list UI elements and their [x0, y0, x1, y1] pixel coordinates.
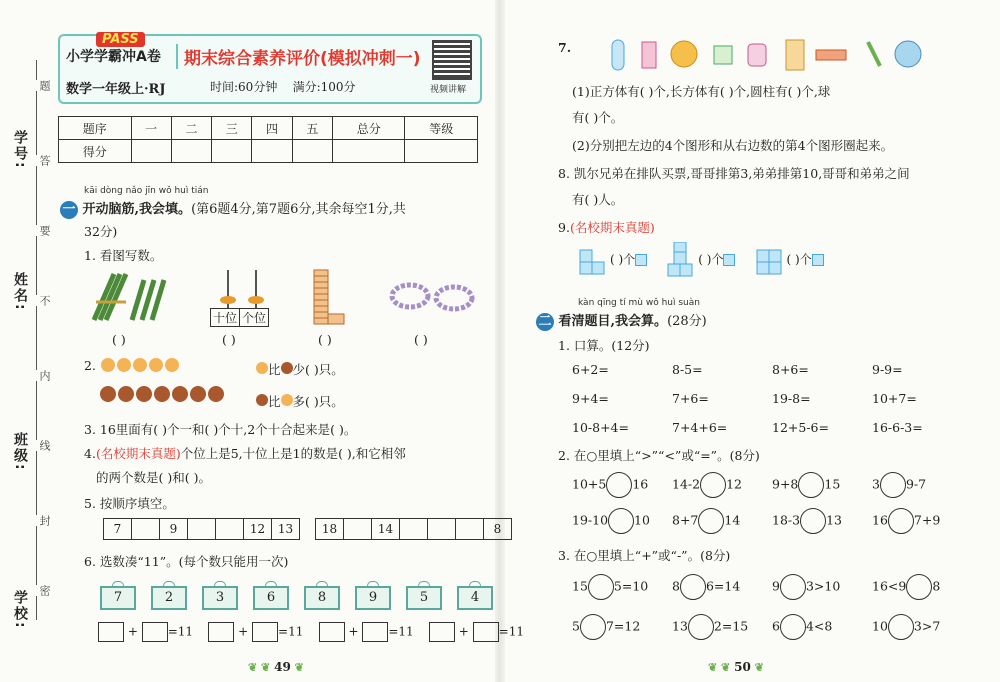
compare-text: 多( )只。 — [292, 394, 344, 409]
sequence-cell[interactable] — [455, 518, 484, 540]
addend-box[interactable] — [362, 622, 388, 642]
answer-circle[interactable] — [700, 472, 726, 498]
addend-box[interactable] — [208, 622, 234, 642]
seal-mark: 要 — [38, 225, 51, 236]
score-header: 五 — [292, 117, 332, 140]
number-card[interactable]: 4 — [457, 586, 493, 610]
q4-number: 4. — [84, 446, 96, 461]
abacus-labels — [210, 308, 269, 327]
math-item[interactable]: 10-8+4= — [572, 420, 629, 435]
answer-blank[interactable]: ( ) — [112, 332, 126, 347]
sign-item: 8 6=14 — [672, 574, 772, 600]
question-7-part-1-cont: 有( )个。 — [572, 110, 624, 125]
sprout-icon: ❦ — [750, 661, 764, 674]
answer-blank[interactable]: ( ) — [222, 332, 236, 347]
section-title: 开动脑筋,我会填。 — [82, 202, 192, 217]
exam-meta — [210, 78, 356, 95]
answer-circle[interactable] — [888, 614, 914, 640]
answer-circle[interactable] — [680, 574, 706, 600]
seal-line — [36, 60, 37, 620]
cube-count-blank[interactable]: ( )个 — [786, 252, 812, 267]
sum-equations — [98, 622, 524, 642]
score-cell[interactable] — [212, 140, 252, 163]
number-card[interactable]: 6 — [253, 586, 289, 610]
answer-circle[interactable] — [608, 508, 634, 534]
sequence-cell[interactable] — [427, 518, 456, 540]
math-item[interactable]: 10+7= — [872, 391, 917, 406]
stick-bundle-image — [88, 268, 170, 324]
addend-box[interactable] — [319, 622, 345, 642]
addend-box[interactable] — [252, 622, 278, 642]
cube-count-blank[interactable]: ( )个 — [610, 252, 636, 267]
page-fold — [495, 0, 505, 682]
compare-text: 少( )只。 — [292, 362, 344, 377]
sequence-cell[interactable] — [187, 518, 216, 540]
sequence-row-1 — [104, 518, 300, 540]
series-name: 小学学霸冲A卷 — [66, 49, 161, 65]
student-id-label: 学号: — [12, 130, 28, 170]
sum-result: =11 — [498, 624, 524, 639]
question-2-number: 2. — [84, 358, 96, 373]
sprout-icon: ❦ ❦ — [248, 661, 275, 674]
page-number: 50 — [734, 660, 751, 674]
score-cell[interactable] — [292, 140, 332, 163]
plus-sign: + — [458, 624, 469, 639]
question-7-part-1: (1)正方体有( )个,长方体有( )个,圆柱有( )个,球 — [572, 84, 831, 99]
answer-circle[interactable] — [698, 508, 724, 534]
answer-circle[interactable] — [800, 508, 826, 534]
compare-grid — [572, 472, 962, 534]
qr-code-icon[interactable] — [432, 40, 472, 80]
subject-label: 数学一年级上·RJ — [66, 82, 166, 97]
answer-circle[interactable] — [880, 472, 906, 498]
qr-label: 视频讲解 — [430, 85, 467, 95]
calc-2-title: 2. 在○里填上“>”“<”或“=”。(8分) — [558, 448, 760, 463]
number-card[interactable]: 7 — [100, 586, 136, 610]
math-item[interactable]: 8+6= — [772, 362, 809, 377]
math-item[interactable]: 16-6-3= — [872, 420, 923, 435]
sequence-cell: 7 — [103, 518, 132, 540]
seal-mark: 答 — [38, 155, 51, 166]
answer-circle[interactable] — [606, 472, 632, 498]
sign-item: 9 3>10 — [772, 574, 872, 600]
compare-item: 16 7+9 — [872, 508, 962, 534]
compare-item: 3 9-7 — [872, 472, 962, 498]
sign-item: 15 5=10 — [572, 574, 672, 600]
cube-count-blank[interactable]: ( )个 — [698, 252, 724, 267]
sequence-cell: 14 — [371, 518, 400, 540]
addend-box[interactable] — [429, 622, 455, 642]
school-label: 学校: — [12, 590, 28, 630]
cube-icon — [723, 254, 735, 266]
cat-icon — [281, 394, 293, 406]
sign-item: 16<9 8 — [872, 574, 962, 600]
math-item[interactable]: 6+2= — [572, 362, 609, 377]
sequence-row-2 — [316, 518, 512, 540]
compare-item: 8+7 14 — [672, 508, 772, 534]
exam-tag: (名校期末真题) — [95, 446, 181, 461]
answer-blank[interactable]: ( ) — [414, 332, 428, 347]
compare-item: 9+8 15 — [772, 472, 872, 498]
math-item[interactable]: 9+4= — [572, 391, 609, 406]
answer-circle[interactable] — [906, 574, 932, 600]
addend-box[interactable] — [98, 622, 124, 642]
sum-result: =11 — [388, 624, 414, 639]
question-6: 6. 选数凑“11”。(每个数只能用一次) — [84, 554, 289, 569]
compare-item: 10+5 16 — [572, 472, 672, 498]
score-header: 一 — [131, 117, 171, 140]
number-card[interactable]: 9 — [355, 586, 391, 610]
section-pinyin: kāi dòng nǎo jīn wǒ huì tián — [84, 186, 209, 196]
math-item[interactable]: 12+5-6= — [772, 420, 829, 435]
question-7-number: 7. — [558, 40, 572, 55]
seal-mark: 题 — [38, 80, 51, 91]
compare-item: 14-2 12 — [672, 472, 772, 498]
class-label: 班级: — [12, 432, 28, 472]
math-item[interactable]: 9-9= — [872, 362, 903, 377]
score-cell[interactable] — [405, 140, 478, 163]
section-2-heading — [536, 310, 707, 331]
cube-icon — [812, 254, 824, 266]
sign-item: 6 4<8 — [772, 614, 872, 640]
cube-stack-image — [666, 242, 698, 278]
sequence-cell: 12 — [243, 518, 272, 540]
q4-text: 个位上是5,十位上是1的数是( ),和它相邻 — [180, 446, 406, 461]
section-title: 看清题目,我会算。 — [558, 314, 668, 329]
number-card[interactable]: 3 — [202, 586, 238, 610]
brand-logo: PASS — [96, 32, 145, 47]
seal-mark: 封 — [38, 515, 51, 526]
sign-item: 10 3>7 — [872, 614, 962, 640]
section-note-cont: 32分) — [84, 224, 118, 239]
page-number-right — [708, 660, 764, 674]
abacus-image — [210, 268, 274, 308]
question-8-cont: 有( )人。 — [572, 192, 624, 207]
number-cards — [100, 586, 508, 610]
number-card[interactable]: 5 — [406, 586, 442, 610]
math-item[interactable]: 7+4+6= — [672, 420, 728, 435]
score-header: 二 — [171, 117, 211, 140]
calc-1-title: 1. 口算。(12分) — [558, 338, 650, 353]
score-cell[interactable] — [171, 140, 211, 163]
mental-math-grid — [572, 362, 962, 435]
seal-mark: 内 — [38, 370, 51, 381]
compare-item: 18-3 13 — [772, 508, 872, 534]
math-item[interactable]: 7+6= — [672, 391, 709, 406]
math-item[interactable]: 19-8= — [772, 391, 811, 406]
addend-box[interactable] — [473, 622, 499, 642]
answer-circle[interactable] — [780, 574, 806, 600]
score-cell[interactable] — [332, 140, 405, 163]
question-7-part-2: (2)分别把左边的4个图形和从右边数的第4个图形圈起来。 — [572, 138, 894, 153]
sequence-cell[interactable] — [343, 518, 372, 540]
page-number: 49 — [274, 660, 291, 674]
section-number-badge: 一 — [60, 201, 78, 219]
compare-item: 19-10 10 — [572, 508, 672, 534]
score-cell[interactable] — [131, 140, 171, 163]
bead-rings-image — [388, 280, 478, 316]
cube-icon — [635, 254, 647, 266]
q9-number: 9. — [558, 220, 570, 235]
question-5: 5. 按顺序填空。 — [84, 496, 175, 511]
sum-result: =11 — [167, 624, 194, 639]
seal-mark: 线 — [38, 440, 51, 451]
score-header: 题序 — [59, 117, 132, 140]
answer-blank[interactable]: ( ) — [318, 332, 332, 347]
question-9 — [558, 218, 655, 236]
compare-word: 比 — [268, 362, 281, 377]
sequence-cell[interactable] — [215, 518, 244, 540]
score-header: 四 — [252, 117, 292, 140]
sequence-cell: 9 — [159, 518, 188, 540]
score-header: 总分 — [332, 117, 405, 140]
sequence-cell[interactable] — [399, 518, 428, 540]
cube-count-row — [578, 242, 824, 278]
cube-stack-image — [578, 242, 610, 278]
answer-circle[interactable] — [580, 614, 606, 640]
score-header: 等级 — [405, 117, 478, 140]
number-card[interactable]: 8 — [304, 586, 340, 610]
cube-stack-image — [755, 242, 787, 278]
section-pinyin: kàn qīng tí mù wǒ huì suàn — [578, 298, 700, 308]
sign-grid — [572, 574, 962, 640]
answer-circle[interactable] — [688, 614, 714, 640]
compare-word: 比 — [268, 394, 281, 409]
compare-line-1 — [256, 360, 344, 378]
answer-circle[interactable] — [588, 574, 614, 600]
cat-icon — [256, 362, 268, 374]
answer-circle[interactable] — [798, 472, 824, 498]
score-header: 三 — [212, 117, 252, 140]
question-4-cont: 的两个数是( )和( )。 — [96, 470, 211, 485]
tens-label: 十位 — [210, 308, 240, 327]
sign-item: 13 2=15 — [672, 614, 772, 640]
question-8: 8. 凯尔兄弟在排队买票,哥哥排第3,弟弟排第10,哥哥和弟弟之间 — [558, 166, 910, 181]
question-3: 3. 16里面有( )个一和( )个十,2个十合起来是( )。 — [84, 422, 357, 437]
seal-mark: 密 — [38, 585, 51, 596]
exam-tag: (名校期末真题) — [569, 220, 655, 235]
score-cell[interactable] — [252, 140, 292, 163]
plus-sign: + — [238, 624, 249, 639]
sequence-cell: 8 — [483, 518, 512, 540]
compare-line-2 — [256, 392, 344, 410]
sequence-cell: 13 — [271, 518, 300, 540]
section-1-heading — [60, 198, 490, 219]
exam-title: 期末综合素养评价(模拟冲刺一) — [176, 44, 421, 69]
section-note: (28分) — [667, 314, 707, 329]
binding-strip — [6, 0, 56, 682]
time-limit: 时间:60分钟 — [210, 80, 278, 94]
sprout-icon: ❦ — [290, 661, 304, 674]
question-4 — [84, 444, 406, 462]
sequence-cell[interactable] — [131, 518, 160, 540]
page-number-left — [248, 660, 304, 674]
section-number-badge: 二 — [536, 313, 554, 331]
name-label: 姓名: — [12, 272, 28, 312]
sequence-cell: 18 — [315, 518, 344, 540]
answer-circle[interactable] — [888, 508, 914, 534]
sign-item: 5 7=12 — [572, 614, 672, 640]
section-note: (第6题4分,第7题6分,其余每空1分,共 — [191, 202, 406, 217]
dog-icon — [256, 394, 268, 406]
seal-mark: 不 — [38, 295, 51, 306]
place-value-blocks-image — [312, 268, 348, 328]
ones-label: 个位 — [240, 308, 269, 327]
dog-icon — [281, 362, 293, 374]
solid-shapes-image — [606, 36, 931, 72]
addend-box[interactable] — [142, 622, 168, 642]
plus-sign: + — [127, 624, 138, 639]
sprout-icon: ❦ ❦ — [708, 661, 735, 674]
score-table — [58, 116, 478, 163]
number-card[interactable]: 2 — [151, 586, 187, 610]
sum-result: =11 — [278, 624, 304, 639]
calc-3-title: 3. 在○里填上“+”或“-”。(8分) — [558, 548, 731, 563]
answer-circle[interactable] — [780, 614, 806, 640]
score-row-label: 得分 — [59, 140, 132, 163]
full-score: 满分:100分 — [292, 80, 356, 94]
cats-and-dogs-image — [98, 356, 238, 408]
math-item[interactable]: 8-5= — [672, 362, 703, 377]
plus-sign: + — [348, 624, 359, 639]
question-1: 1. 看图写数。 — [84, 248, 163, 263]
